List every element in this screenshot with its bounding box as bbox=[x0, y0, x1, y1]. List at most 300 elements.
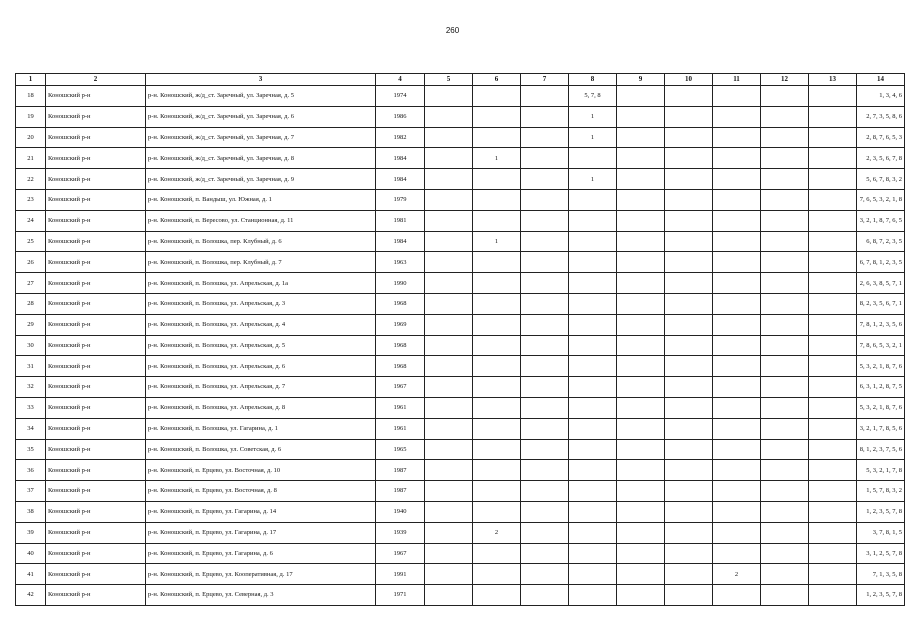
table-row bbox=[16, 231, 905, 252]
col6-cell bbox=[473, 127, 521, 148]
col9-cell bbox=[617, 293, 665, 314]
col13-cell bbox=[809, 210, 857, 231]
column-header-8: 8 bbox=[569, 74, 617, 86]
year-cell: 1974 bbox=[376, 86, 425, 107]
col10-cell bbox=[665, 189, 713, 210]
col5-cell bbox=[425, 231, 473, 252]
col12-cell bbox=[761, 522, 809, 543]
col7-cell bbox=[521, 86, 569, 107]
table-row bbox=[16, 481, 905, 502]
col6-cell bbox=[473, 356, 521, 377]
row-number-cell: 38 bbox=[16, 501, 46, 522]
col12-cell bbox=[761, 127, 809, 148]
address-cell: р-н. Коношский, п. Ерцево, ул. Северная, д. 3 bbox=[146, 585, 376, 606]
column-header-13: 13 bbox=[809, 74, 857, 86]
col14-cell: 2, 6, 3, 8, 5, 7, 1 bbox=[857, 273, 905, 294]
col5-cell bbox=[425, 356, 473, 377]
district-cell: Коношский р-н bbox=[46, 169, 146, 190]
col6-cell bbox=[473, 314, 521, 335]
col10-cell bbox=[665, 397, 713, 418]
col11-cell bbox=[713, 439, 761, 460]
col12-cell bbox=[761, 314, 809, 335]
col7-cell bbox=[521, 231, 569, 252]
row-number-cell: 21 bbox=[16, 148, 46, 169]
row-number-cell: 27 bbox=[16, 273, 46, 294]
col9-cell bbox=[617, 210, 665, 231]
col9-cell bbox=[617, 585, 665, 606]
col8-cell bbox=[569, 335, 617, 356]
col9-cell bbox=[617, 377, 665, 398]
col9-cell bbox=[617, 439, 665, 460]
col13-cell bbox=[809, 314, 857, 335]
col9-cell bbox=[617, 481, 665, 502]
col10-cell bbox=[665, 335, 713, 356]
col5-cell bbox=[425, 106, 473, 127]
col12-cell bbox=[761, 377, 809, 398]
table-header bbox=[16, 74, 905, 86]
col11-cell bbox=[713, 460, 761, 481]
address-cell: р-н. Коношский, ж/д_ст. Заречный, ул. Заречная, д. 9 bbox=[146, 169, 376, 190]
col12-cell bbox=[761, 564, 809, 585]
col13-cell bbox=[809, 481, 857, 502]
col7-cell bbox=[521, 501, 569, 522]
district-cell: Коношский р-н bbox=[46, 252, 146, 273]
col11-cell bbox=[713, 314, 761, 335]
col14-cell: 8, 2, 3, 5, 6, 7, 1 bbox=[857, 293, 905, 314]
col8-cell bbox=[569, 314, 617, 335]
col8-cell bbox=[569, 148, 617, 169]
col5-cell bbox=[425, 501, 473, 522]
address-cell: р-н. Коношский, п. Волошка, ул. Апрельская, д. 5 bbox=[146, 335, 376, 356]
row-number-cell: 34 bbox=[16, 418, 46, 439]
year-cell: 1984 bbox=[376, 231, 425, 252]
col8-cell bbox=[569, 377, 617, 398]
address-cell: р-н. Коношский, ж/д_ст. Заречный, ул. Заречная, д. 7 bbox=[146, 127, 376, 148]
table-body bbox=[16, 86, 905, 606]
col11-cell bbox=[713, 86, 761, 107]
col13-cell bbox=[809, 86, 857, 107]
year-cell: 1961 bbox=[376, 397, 425, 418]
row-number-cell: 41 bbox=[16, 564, 46, 585]
row-number-cell: 19 bbox=[16, 106, 46, 127]
col6-cell bbox=[473, 273, 521, 294]
col7-cell bbox=[521, 397, 569, 418]
col13-cell bbox=[809, 460, 857, 481]
col9-cell bbox=[617, 148, 665, 169]
col8-cell bbox=[569, 397, 617, 418]
col11-cell bbox=[713, 252, 761, 273]
col14-cell: 7, 1, 3, 5, 8 bbox=[857, 564, 905, 585]
row-number-cell: 31 bbox=[16, 356, 46, 377]
year-cell: 1969 bbox=[376, 314, 425, 335]
col8-cell bbox=[569, 460, 617, 481]
col12-cell bbox=[761, 293, 809, 314]
col7-cell bbox=[521, 585, 569, 606]
col7-cell bbox=[521, 335, 569, 356]
year-cell: 1963 bbox=[376, 252, 425, 273]
table-row bbox=[16, 314, 905, 335]
col11-cell bbox=[713, 231, 761, 252]
year-cell: 1987 bbox=[376, 460, 425, 481]
address-cell: р-н. Коношский, п. Волошка, ул. Гагарина, д. 1 bbox=[146, 418, 376, 439]
col10-cell bbox=[665, 127, 713, 148]
col6-cell bbox=[473, 252, 521, 273]
col6-cell bbox=[473, 293, 521, 314]
col14-cell: 5, 3, 2, 1, 7, 8 bbox=[857, 460, 905, 481]
col7-cell bbox=[521, 252, 569, 273]
col9-cell bbox=[617, 314, 665, 335]
col13-cell bbox=[809, 335, 857, 356]
col6-cell bbox=[473, 377, 521, 398]
col12-cell bbox=[761, 481, 809, 502]
district-cell: Коношский р-н bbox=[46, 585, 146, 606]
col8-cell bbox=[569, 210, 617, 231]
row-number-cell: 24 bbox=[16, 210, 46, 231]
table-row bbox=[16, 397, 905, 418]
col13-cell bbox=[809, 169, 857, 190]
row-number-cell: 26 bbox=[16, 252, 46, 273]
year-cell: 1940 bbox=[376, 501, 425, 522]
table-row bbox=[16, 501, 905, 522]
col6-cell: 1 bbox=[473, 148, 521, 169]
col9-cell bbox=[617, 397, 665, 418]
district-cell: Коношский р-н bbox=[46, 231, 146, 252]
col5-cell bbox=[425, 273, 473, 294]
col13-cell bbox=[809, 522, 857, 543]
col6-cell bbox=[473, 585, 521, 606]
table-row bbox=[16, 148, 905, 169]
col12-cell bbox=[761, 418, 809, 439]
district-cell: Коношский р-н bbox=[46, 314, 146, 335]
table-row bbox=[16, 460, 905, 481]
col13-cell bbox=[809, 397, 857, 418]
col9-cell bbox=[617, 252, 665, 273]
year-cell: 1939 bbox=[376, 522, 425, 543]
col10-cell bbox=[665, 293, 713, 314]
col11-cell bbox=[713, 585, 761, 606]
table-row bbox=[16, 564, 905, 585]
col13-cell bbox=[809, 585, 857, 606]
col8-cell bbox=[569, 293, 617, 314]
col13-cell bbox=[809, 543, 857, 564]
col11-cell bbox=[713, 106, 761, 127]
table-row bbox=[16, 210, 905, 231]
col14-cell: 3, 2, 1, 8, 7, 6, 5 bbox=[857, 210, 905, 231]
address-cell: р-н. Коношский, п. Волошка, ул. Апрельская, д. 6 bbox=[146, 356, 376, 377]
column-header-9: 9 bbox=[617, 74, 665, 86]
col14-cell: 2, 3, 5, 6, 7, 8 bbox=[857, 148, 905, 169]
col11-cell bbox=[713, 377, 761, 398]
district-cell: Коношский р-н bbox=[46, 210, 146, 231]
district-cell: Коношский р-н bbox=[46, 522, 146, 543]
col5-cell bbox=[425, 522, 473, 543]
col12-cell bbox=[761, 335, 809, 356]
column-header-12: 12 bbox=[761, 74, 809, 86]
col11-cell bbox=[713, 127, 761, 148]
table-row bbox=[16, 356, 905, 377]
district-cell: Коношский р-н bbox=[46, 543, 146, 564]
year-cell: 1981 bbox=[376, 210, 425, 231]
col7-cell bbox=[521, 148, 569, 169]
col10-cell bbox=[665, 148, 713, 169]
table-row bbox=[16, 377, 905, 398]
col8-cell bbox=[569, 273, 617, 294]
col5-cell bbox=[425, 293, 473, 314]
col13-cell bbox=[809, 231, 857, 252]
column-header-1: 1 bbox=[16, 74, 46, 86]
col12-cell bbox=[761, 439, 809, 460]
col8-cell bbox=[569, 522, 617, 543]
col5-cell bbox=[425, 189, 473, 210]
col10-cell bbox=[665, 564, 713, 585]
table-row bbox=[16, 335, 905, 356]
row-number-cell: 33 bbox=[16, 397, 46, 418]
col6-cell: 2 bbox=[473, 522, 521, 543]
col7-cell bbox=[521, 522, 569, 543]
col8-cell: 1 bbox=[569, 127, 617, 148]
col11-cell bbox=[713, 273, 761, 294]
col10-cell bbox=[665, 356, 713, 377]
col7-cell bbox=[521, 377, 569, 398]
table-row bbox=[16, 106, 905, 127]
year-cell: 1984 bbox=[376, 169, 425, 190]
col6-cell bbox=[473, 335, 521, 356]
col12-cell bbox=[761, 252, 809, 273]
column-header-4: 4 bbox=[376, 74, 425, 86]
address-cell: р-н. Коношский, п. Волошка, ул. Апрельская, д. 1а bbox=[146, 273, 376, 294]
col7-cell bbox=[521, 106, 569, 127]
col12-cell bbox=[761, 86, 809, 107]
col14-cell: 5, 3, 2, 1, 8, 7, 6 bbox=[857, 356, 905, 377]
table-row bbox=[16, 127, 905, 148]
district-cell: Коношский р-н bbox=[46, 564, 146, 585]
col7-cell bbox=[521, 127, 569, 148]
col14-cell: 5, 6, 7, 8, 3, 2 bbox=[857, 169, 905, 190]
col11-cell bbox=[713, 481, 761, 502]
col9-cell bbox=[617, 127, 665, 148]
district-cell: Коношский р-н bbox=[46, 106, 146, 127]
column-header-10: 10 bbox=[665, 74, 713, 86]
col8-cell bbox=[569, 543, 617, 564]
column-header-14: 14 bbox=[857, 74, 905, 86]
col8-cell bbox=[569, 501, 617, 522]
district-cell: Коношский р-н bbox=[46, 356, 146, 377]
table-row bbox=[16, 169, 905, 190]
col6-cell bbox=[473, 501, 521, 522]
column-header-11: 11 bbox=[713, 74, 761, 86]
col7-cell bbox=[521, 273, 569, 294]
district-cell: Коношский р-н bbox=[46, 439, 146, 460]
address-cell: р-н. Коношский, п. Ерцево, ул. Восточная, д. 10 bbox=[146, 460, 376, 481]
col7-cell bbox=[521, 356, 569, 377]
col13-cell bbox=[809, 148, 857, 169]
col9-cell bbox=[617, 273, 665, 294]
col11-cell bbox=[713, 335, 761, 356]
col11-cell bbox=[713, 169, 761, 190]
year-cell: 1961 bbox=[376, 418, 425, 439]
col11-cell bbox=[713, 210, 761, 231]
col5-cell bbox=[425, 377, 473, 398]
row-number-cell: 28 bbox=[16, 293, 46, 314]
address-cell: р-н. Коношский, п. Ерцево, ул. Гагарина, д. 6 bbox=[146, 543, 376, 564]
col11-cell bbox=[713, 501, 761, 522]
col12-cell bbox=[761, 460, 809, 481]
col5-cell bbox=[425, 543, 473, 564]
col6-cell bbox=[473, 481, 521, 502]
year-cell: 1990 bbox=[376, 273, 425, 294]
year-cell: 1986 bbox=[376, 106, 425, 127]
col8-cell: 1 bbox=[569, 106, 617, 127]
col11-cell bbox=[713, 293, 761, 314]
col10-cell bbox=[665, 252, 713, 273]
col5-cell bbox=[425, 439, 473, 460]
row-number-cell: 30 bbox=[16, 335, 46, 356]
col13-cell bbox=[809, 439, 857, 460]
col5-cell bbox=[425, 335, 473, 356]
col9-cell bbox=[617, 460, 665, 481]
row-number-cell: 36 bbox=[16, 460, 46, 481]
col10-cell bbox=[665, 314, 713, 335]
col7-cell bbox=[521, 314, 569, 335]
col10-cell bbox=[665, 522, 713, 543]
address-cell: р-н. Коношский, п. Ерцево, ул. Гагарина, д. 17 bbox=[146, 522, 376, 543]
col13-cell bbox=[809, 273, 857, 294]
col11-cell bbox=[713, 522, 761, 543]
col14-cell: 7, 6, 5, 3, 2, 1, 8 bbox=[857, 189, 905, 210]
col7-cell bbox=[521, 189, 569, 210]
column-header-6: 6 bbox=[473, 74, 521, 86]
col5-cell bbox=[425, 127, 473, 148]
row-number-cell: 42 bbox=[16, 585, 46, 606]
col12-cell bbox=[761, 501, 809, 522]
col11-cell bbox=[713, 397, 761, 418]
col6-cell bbox=[473, 210, 521, 231]
col14-cell: 6, 7, 8, 1, 2, 3, 5 bbox=[857, 252, 905, 273]
col11-cell bbox=[713, 189, 761, 210]
col13-cell bbox=[809, 293, 857, 314]
col11-cell: 2 bbox=[713, 564, 761, 585]
address-cell: р-н. Коношский, ж/д_ст. Заречный, ул. Заречная, д. 8 bbox=[146, 148, 376, 169]
table-row bbox=[16, 585, 905, 606]
col9-cell bbox=[617, 106, 665, 127]
col8-cell bbox=[569, 585, 617, 606]
col12-cell bbox=[761, 148, 809, 169]
column-header-2: 2 bbox=[46, 74, 146, 86]
col6-cell: 1 bbox=[473, 231, 521, 252]
col9-cell bbox=[617, 169, 665, 190]
col5-cell bbox=[425, 564, 473, 585]
col12-cell bbox=[761, 189, 809, 210]
col9-cell bbox=[617, 86, 665, 107]
col12-cell bbox=[761, 231, 809, 252]
column-header-5: 5 bbox=[425, 74, 473, 86]
col6-cell bbox=[473, 169, 521, 190]
col12-cell bbox=[761, 543, 809, 564]
col6-cell bbox=[473, 564, 521, 585]
year-cell: 1967 bbox=[376, 543, 425, 564]
col10-cell bbox=[665, 460, 713, 481]
col5-cell bbox=[425, 148, 473, 169]
col5-cell bbox=[425, 418, 473, 439]
district-cell: Коношский р-н bbox=[46, 86, 146, 107]
table-row bbox=[16, 273, 905, 294]
year-cell: 1987 bbox=[376, 481, 425, 502]
col5-cell bbox=[425, 252, 473, 273]
table-row bbox=[16, 252, 905, 273]
address-cell: р-н. Коношский, п. Волошка, ул. Апрельская, д. 4 bbox=[146, 314, 376, 335]
col10-cell bbox=[665, 169, 713, 190]
col13-cell bbox=[809, 377, 857, 398]
col8-cell bbox=[569, 231, 617, 252]
address-cell: р-н. Коношский, п. Ерцево, ул. Кооперативная, д. 17 bbox=[146, 564, 376, 585]
district-cell: Коношский р-н bbox=[46, 377, 146, 398]
address-cell: р-н. Коношский, п. Волошка, ул. Апрельская, д. 8 bbox=[146, 397, 376, 418]
col9-cell bbox=[617, 418, 665, 439]
col8-cell bbox=[569, 418, 617, 439]
year-cell: 1971 bbox=[376, 585, 425, 606]
address-cell: р-н. Коношский, ж/д_ст. Заречный, ул. Заречная, д. 6 bbox=[146, 106, 376, 127]
district-cell: Коношский р-н bbox=[46, 397, 146, 418]
col13-cell bbox=[809, 564, 857, 585]
district-cell: Коношский р-н bbox=[46, 189, 146, 210]
col10-cell bbox=[665, 543, 713, 564]
header-row bbox=[16, 74, 905, 86]
col7-cell bbox=[521, 460, 569, 481]
col14-cell: 3, 1, 2, 5, 7, 8 bbox=[857, 543, 905, 564]
col14-cell: 7, 8, 6, 5, 3, 2, 1 bbox=[857, 335, 905, 356]
col6-cell bbox=[473, 439, 521, 460]
address-cell: р-н. Коношский, п. Волошка, пер. Клубный, д. 6 bbox=[146, 231, 376, 252]
row-number-cell: 23 bbox=[16, 189, 46, 210]
col14-cell: 3, 2, 1, 7, 8, 5, 6 bbox=[857, 418, 905, 439]
col8-cell bbox=[569, 564, 617, 585]
col13-cell bbox=[809, 252, 857, 273]
district-cell: Коношский р-н bbox=[46, 501, 146, 522]
col8-cell bbox=[569, 189, 617, 210]
col9-cell bbox=[617, 564, 665, 585]
address-cell: р-н. Коношский, п. Ерцево, ул. Восточная, д. 8 bbox=[146, 481, 376, 502]
table-row bbox=[16, 189, 905, 210]
table-row bbox=[16, 418, 905, 439]
page-number: 260 bbox=[445, 26, 460, 35]
col8-cell bbox=[569, 439, 617, 460]
col7-cell bbox=[521, 543, 569, 564]
year-cell: 1991 bbox=[376, 564, 425, 585]
col14-cell: 1, 2, 3, 5, 7, 8 bbox=[857, 585, 905, 606]
col14-cell: 7, 8, 1, 2, 3, 5, 6 bbox=[857, 314, 905, 335]
col7-cell bbox=[521, 293, 569, 314]
district-cell: Коношский р-н bbox=[46, 148, 146, 169]
address-cell: р-н. Коношский, п. Ерцево, ул. Гагарина, д. 14 bbox=[146, 501, 376, 522]
col13-cell bbox=[809, 356, 857, 377]
table-row bbox=[16, 543, 905, 564]
address-cell: р-н. Коношский, п. Волошка, пер. Клубный, д. 7 bbox=[146, 252, 376, 273]
col14-cell: 5, 3, 2, 1, 8, 7, 6 bbox=[857, 397, 905, 418]
table-row bbox=[16, 522, 905, 543]
address-cell: р-н. Коношский, п. Волошка, ул. Апрельская, д. 3 bbox=[146, 293, 376, 314]
col13-cell bbox=[809, 106, 857, 127]
col5-cell bbox=[425, 397, 473, 418]
col9-cell bbox=[617, 189, 665, 210]
col13-cell bbox=[809, 127, 857, 148]
col6-cell bbox=[473, 543, 521, 564]
col6-cell bbox=[473, 397, 521, 418]
col9-cell bbox=[617, 335, 665, 356]
col10-cell bbox=[665, 210, 713, 231]
row-number-cell: 25 bbox=[16, 231, 46, 252]
row-number-cell: 39 bbox=[16, 522, 46, 543]
col10-cell bbox=[665, 501, 713, 522]
